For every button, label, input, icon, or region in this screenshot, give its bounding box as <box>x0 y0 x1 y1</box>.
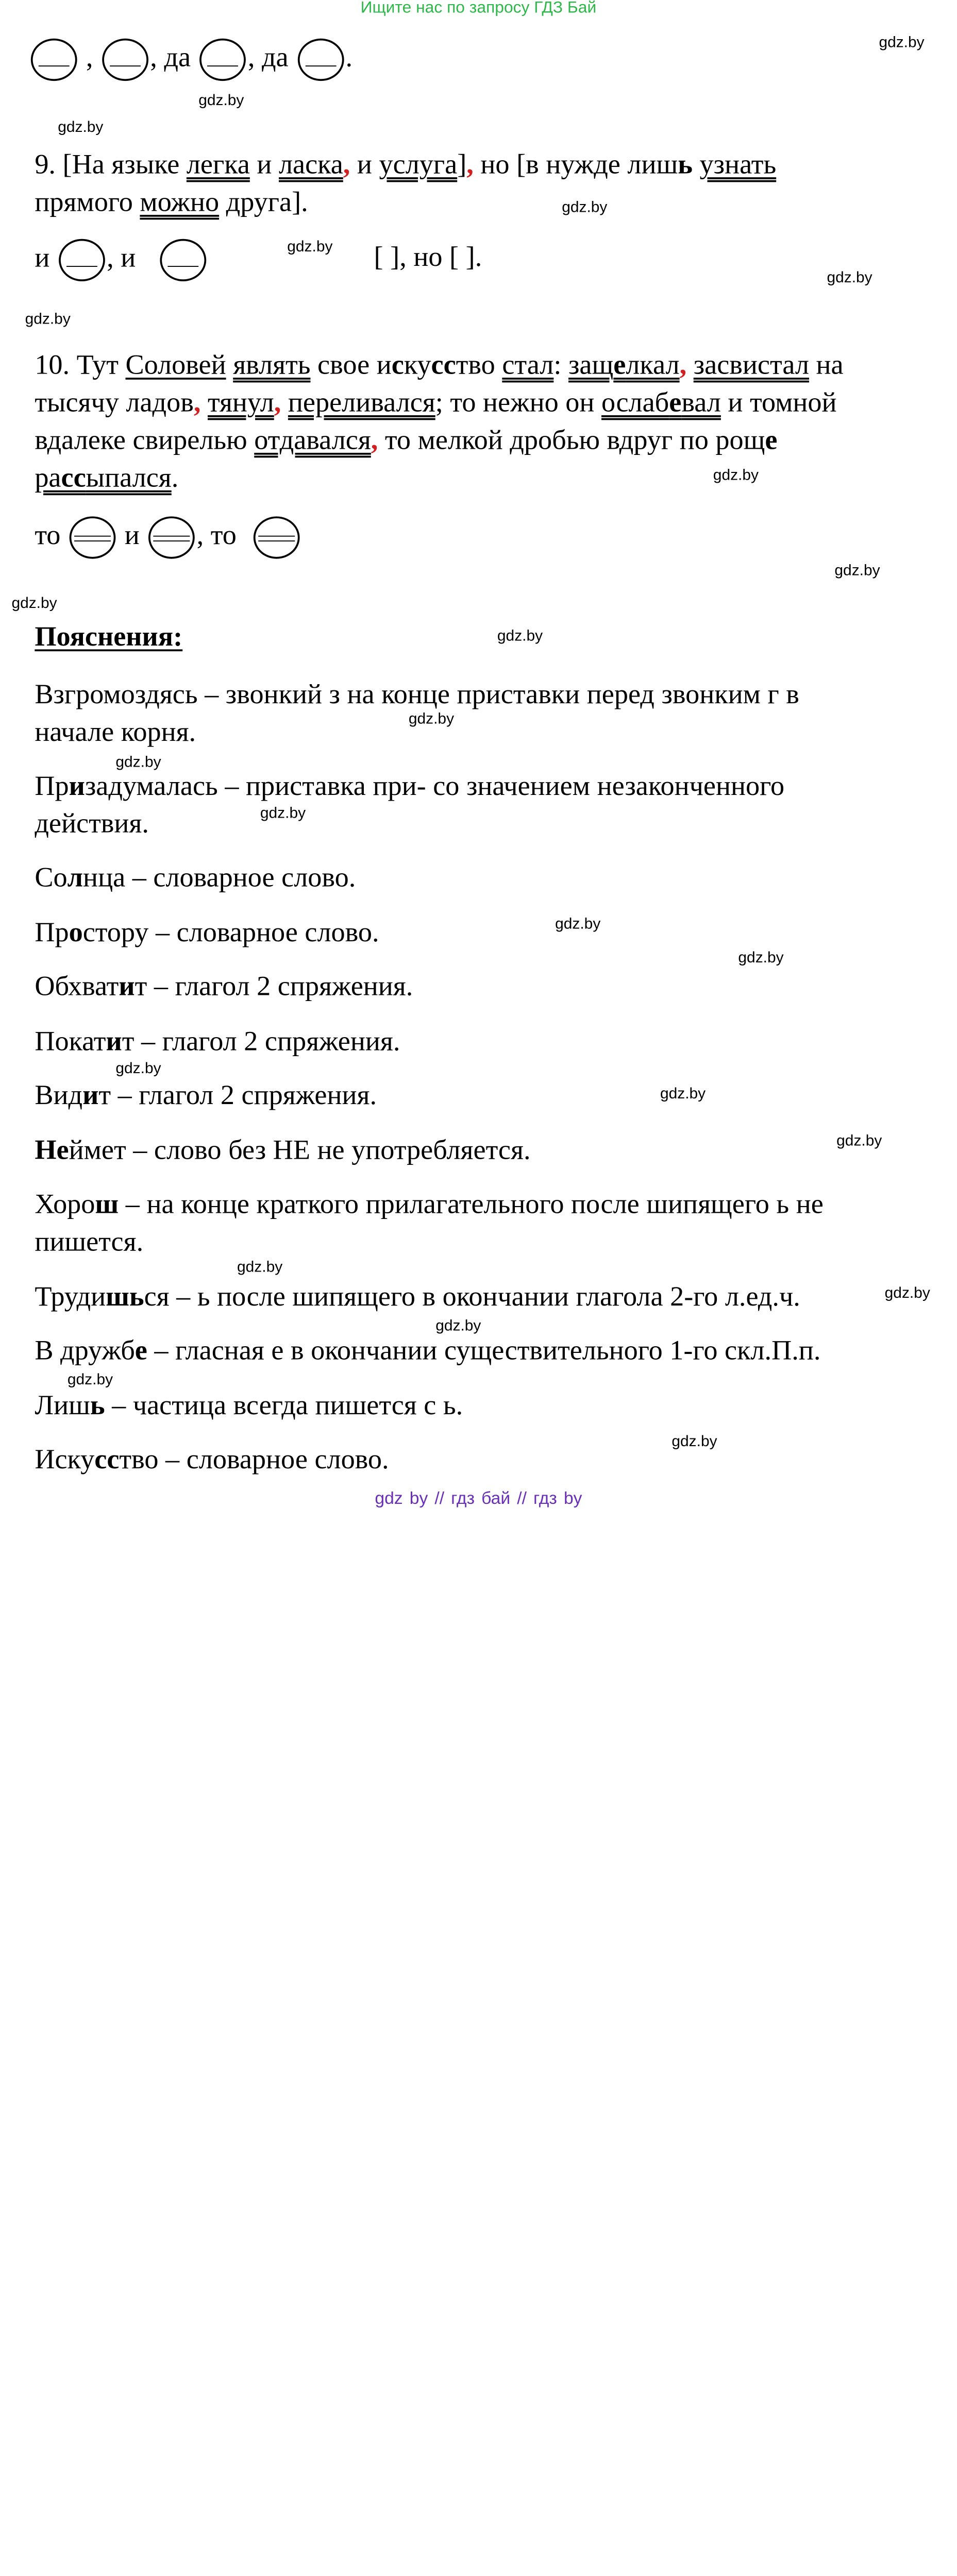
explanation-11: В дружбе – гласная е в окончании существительного 1-го скл.П.п. <box>35 1335 821 1366</box>
scheme-9-brackets: [ ], но [ ]. <box>374 242 482 273</box>
watermark: gdz.by <box>198 92 244 109</box>
explanation-1: Взгромоздясь – звонкий з на конце приставки перед звонким г в начале корня. <box>35 679 799 748</box>
watermark: gdz.by <box>435 1318 481 1334</box>
watermark: gdz.by <box>497 628 543 645</box>
watermark: gdz.by <box>834 563 880 579</box>
explanation-3: Солнца – словарное слово. <box>35 862 356 893</box>
watermark: gdz.by <box>879 35 925 52</box>
explanation-7: Видит – глагол 2 спряжения. <box>35 1080 377 1111</box>
oval-icon <box>253 516 299 558</box>
scheme-8 <box>29 39 352 81</box>
watermark: gdz.by <box>827 269 872 286</box>
item-9-line-1: 9. [На языке легка и ласка, и услуга], но [в нужде лишь узнать <box>35 149 777 180</box>
explanation-6: Покатит – глагол 2 спряжения. <box>35 1026 400 1057</box>
item-10-line-2: тысячу ладов, тянул, переливался; то нежно он ослабевал и томной <box>35 387 837 418</box>
explanation-12: Лишь – частица всегда пишется с ь. <box>35 1390 463 1421</box>
explanation-13: Искусство – словарное слово. <box>35 1444 389 1475</box>
watermark: gdz.by <box>115 754 161 771</box>
oval-icon <box>148 516 195 558</box>
watermark: gdz.by <box>58 119 104 136</box>
watermark: gdz.by <box>555 916 601 933</box>
scheme-8-sep: , <box>86 42 93 73</box>
watermark: gdz.by <box>11 595 57 612</box>
item-10-line-1: 10. Тут Соловей являть свое искусство стал: защелкал, засвистал на <box>35 349 844 381</box>
watermark: gdz.by <box>884 1285 930 1302</box>
item-10-line-3: вдалеке свирелью отдавался, то мелкой дробью вдруг по роще <box>35 425 778 456</box>
oval-icon <box>31 39 77 81</box>
watermark: gdz.by <box>671 1433 717 1450</box>
watermark: gdz.by <box>660 1086 706 1103</box>
watermark: gdz.by <box>67 1371 113 1388</box>
scheme-8-sep: , да <box>150 42 191 73</box>
watermark: gdz.by <box>408 711 455 727</box>
explanation-2: Призадумалась – приставка при- со значением незаконченного действия. <box>35 771 785 839</box>
scheme-8-end: . <box>345 42 353 73</box>
watermark: gdz.by <box>738 950 784 967</box>
explanation-9: Хорош – на конце краткого прилагательного после шипящего ь не пишется. <box>35 1189 824 1258</box>
watermark: gdz.by <box>260 805 306 822</box>
watermark: gdz.by <box>287 239 333 256</box>
oval-icon <box>59 239 105 281</box>
watermark: gdz.by <box>713 467 759 484</box>
scheme-10: то и , то <box>35 516 301 558</box>
watermark: gdz.by <box>115 1060 161 1077</box>
explanation-5: Обхватит – глагол 2 спряжения. <box>35 971 413 1002</box>
oval-icon <box>199 39 246 81</box>
explanation-8: Неймет – слово без НЕ не употребляется. <box>35 1134 531 1166</box>
oval-icon <box>297 39 344 81</box>
explanation-4: Простору – словарное слово. <box>35 917 379 948</box>
oval-icon <box>102 39 148 81</box>
footer-links[interactable]: gdz by // гдз бай // гдз by <box>375 1488 582 1508</box>
scheme-9: и , и <box>35 239 208 281</box>
item-10-line-4: рассыпался. <box>35 462 179 494</box>
explanation-10: Трудишься – ь после шипящего в окончании глагола 2-го л.ед.ч. <box>35 1281 800 1312</box>
watermark: gdz.by <box>237 1259 283 1276</box>
explanations-title: Пояснения: <box>35 621 183 652</box>
item-9-line-2: прямого можно друга]. <box>35 187 308 218</box>
scheme-8-sep: , да <box>247 42 289 73</box>
watermark: gdz.by <box>562 199 608 216</box>
oval-icon <box>160 239 207 281</box>
watermark: gdz.by <box>836 1133 882 1149</box>
oval-icon <box>70 516 116 558</box>
watermark: gdz.by <box>25 311 71 328</box>
top-search-link[interactable]: Ищите нас по запросу ГДЗ Бай <box>360 0 597 16</box>
